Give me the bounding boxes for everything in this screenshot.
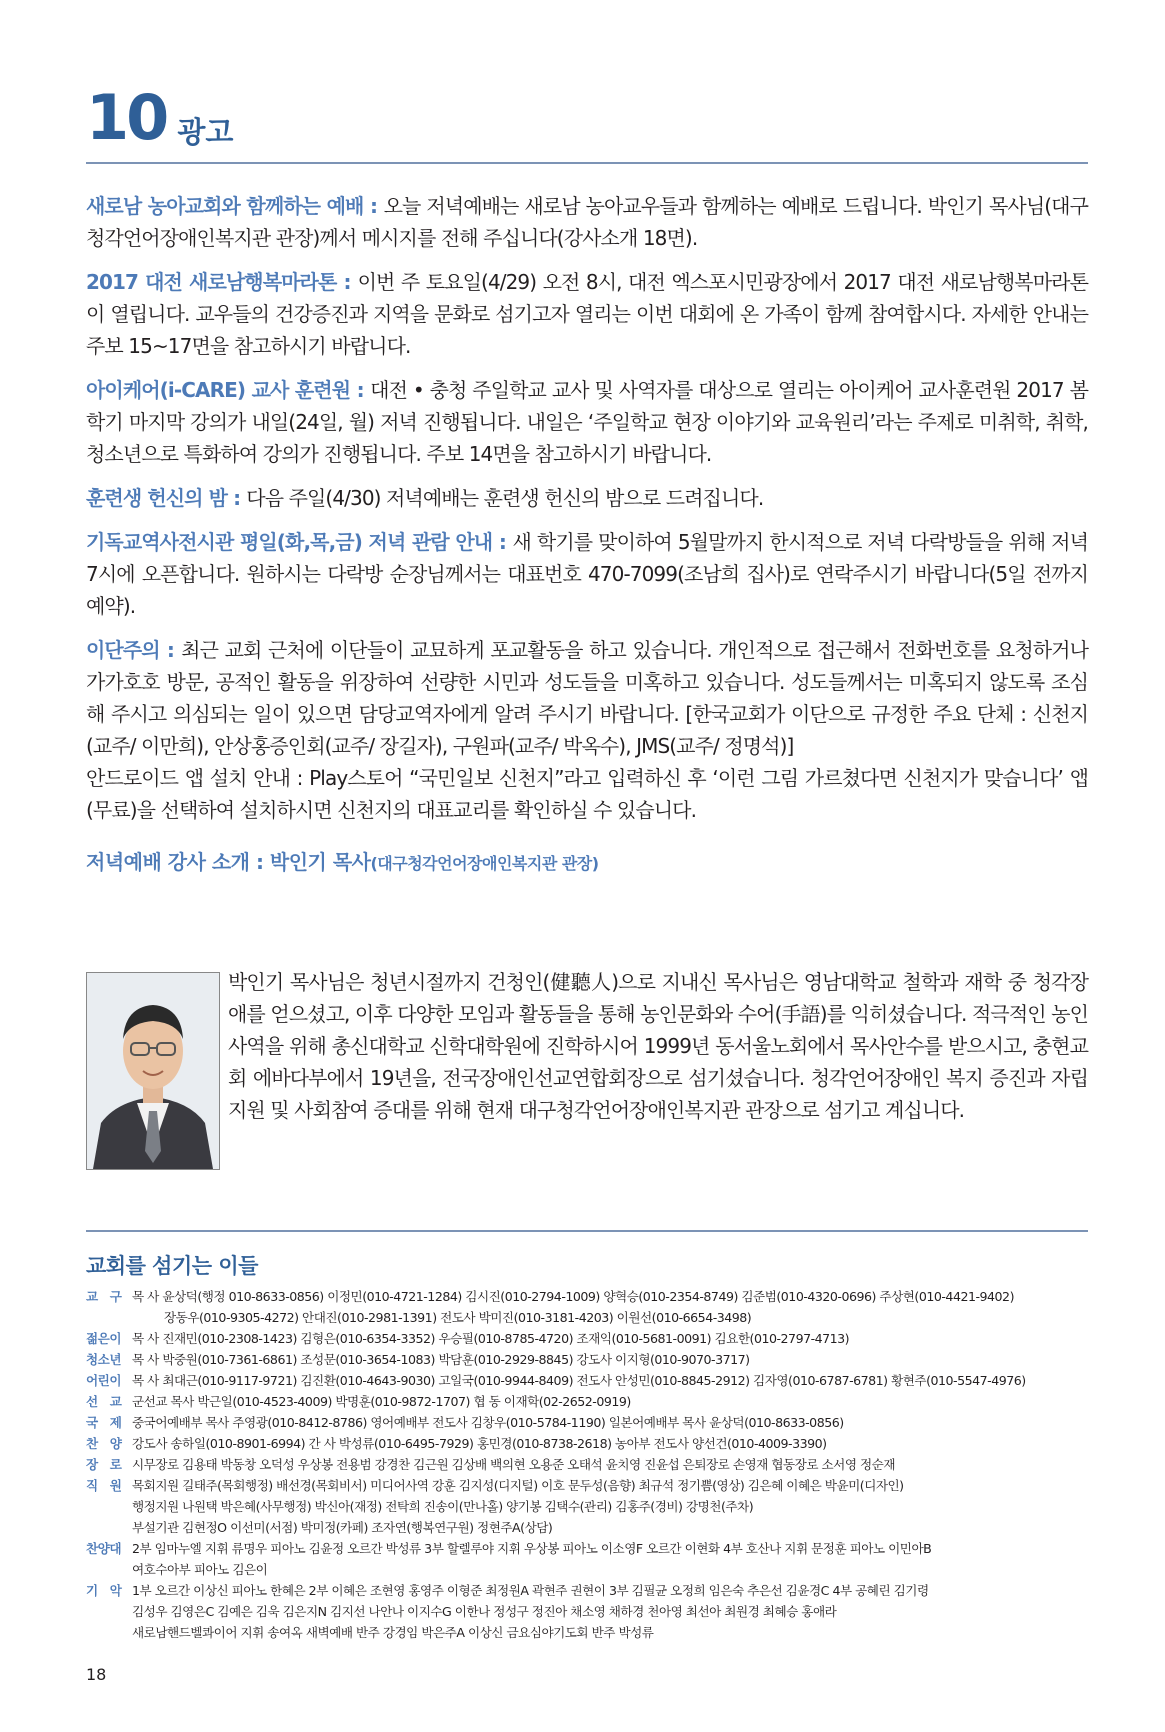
staff-row [86,1601,1096,1622]
staff-members: 2부 임마누엘 지휘 류명우 피아노 김윤정 오르간 박성류 3부 할렐루야 지휘 우상봉 피아노 이소영F 오르간 이현화 4부 호산나 지휘 문정훈 피아노 이민아B [132,1541,932,1556]
staff-members: 1부 오르간 이상신 피아노 한혜은 2부 이혜은 조현영 홍영주 이형준 최정원A 곽현주 권현이 3부 김필균 오정희 임은숙 추은선 김윤경C 4부 공혜린 김기령 [132,1583,929,1598]
staff-dept: 찬양대 [86,1541,121,1556]
staff-members: 강도사 송하일(010-8901-6994) 간 사 박성류(010-6495-7929) 홍민경(010-8738-2618) 농아부 전도사 양선건(010-4009-3390) [132,1436,827,1451]
staff-row [86,1475,1096,1496]
staff-members: 군선교 목사 박근일(010-4523-4009) 박명훈(010-9872-1707) 협 동 이재학(02-2652-0919) [132,1394,631,1409]
staff-row [86,1517,1096,1538]
staff-directory [86,1286,1096,1643]
staff-dept: 어린이 [86,1373,121,1388]
notice-title: 아이케어(i-CARE) 교사 훈련원 : [86,378,371,402]
staff-row [86,1328,1096,1349]
staff-row [86,1307,1096,1328]
notice-body: 이번 주 토요일(4/29) 오전 8시, 대전 엑스포시민광장에서 2017 대전 새로남행복마라톤이 열립니다. 교우들의 건강증진과 지역을 문화로 섬기고자 열리는 이번 대회에 온 가족이 함께 참여합시다. 자세한 안내는 주보 15~17면을 참고하시기 바랍니다. [86,270,1088,358]
staff-row [86,1433,1096,1454]
staff-dept: 직 원 [86,1478,122,1493]
staff-members: 시무장로 김용태 박동창 오덕성 우상봉 전용범 강경찬 김근원 김상배 백의현 오용준 오태석 윤치영 진윤섭 은퇴장로 손영재 협동장로 소서영 정순재 [132,1457,895,1472]
staff-dept: 국 제 [86,1415,122,1430]
staff-members: 여호수아부 피아노 김은이 [132,1562,268,1577]
notice-body: 새 학기를 맞이하여 5월말까지 한시적으로 저녁 다락방들을 위해 저녁 7시에 오픈합니다. 원하시는 다락방 순장님께서는 대표번호 470-7099(조남희 집사)로 연락주시기 바랍니다(5일 전까지 예약). [86,530,1088,618]
staff-dept: 찬 양 [86,1436,122,1451]
staff-row [86,1286,1096,1307]
staff-row [86,1622,1096,1643]
notice-item [86,190,1088,254]
staff-members: 목 사 윤상덕(행정 010-8633-0856) 이정민(010-4721-1284) 김시진(010-2794-1009) 양혁승(010-2354-8749) 김준범(010-4320-0696) 주상현(010-4421-9402) [132,1289,1014,1304]
notice-title: 2017 대전 새로남행복마라톤 : [86,270,358,294]
speaker-bio: 박인기 목사님은 청년시절까지 건청인(健聽人)으로 지내신 목사님은 영남대학교 철학과 재학 중 청각장애를 얻으셨고, 이후 다양한 모임과 활동들을 통해 농인문화와 수어(手語)를 익히셨습니다. 적극적인 농인사역을 위해 총신대학교 신학대학원에 진학하시어 1999년 동서울노회에서 목사안수를 받으시고, 충현교회 에바다부에서 19년을, 전국장애인선교연합회장으로 섬기셨습니다. 청각언어장애인 복지 증진과 자립지원 및 사회참여 증대를 위해 현재 대구청각언어장애인복지관 관장으로 섬기고 계십니다. [228,970,1088,1122]
notice-title: 기독교역사전시관 평일(화,목,금) 저녁 관람 안내 : [86,530,513,554]
staff-row [86,1580,1096,1601]
notice-title: 새로남 농아교회와 함께하는 예배 : [86,194,384,218]
notice-title: 훈련생 헌신의 밤 : [86,486,247,510]
notice-title: 이단주의 : [86,638,182,662]
staff-members: 목 사 진재민(010-2308-1423) 김형은(010-6354-3352) 우승필(010-8785-4720) 조재익(010-5681-0091) 김요한(010-2797-4713) [132,1331,850,1346]
staff-members: 부설기관 김현정O 이선미(서점) 박미정(카페) 조자연(행복연구원) 정현주A(상담) [132,1520,553,1535]
staff-dept: 청소년 [86,1352,121,1367]
staff-row [86,1349,1096,1370]
speaker-heading-sub: (대구청각언어장애인복지관 관장) [370,854,599,873]
staff-row [86,1391,1096,1412]
staff-row [86,1370,1096,1391]
staff-row [86,1496,1096,1517]
section-number: 10 [86,81,167,154]
notice-item [86,634,1088,826]
staff-members: 중국어예배부 목사 주영광(010-8412-8786) 영어예배부 전도사 김창우(010-5784-1190) 일본어예배부 목사 윤상덕(010-8633-0856) [132,1415,844,1430]
staff-dept [86,1517,132,1538]
staff-row [86,1538,1096,1559]
staff-members: 장동우(010-9305-4272) 안대진(010-2981-1391) 전도사 박미진(010-3181-4203) 이원선(010-6654-3498) [164,1310,752,1325]
staff-row [86,1412,1096,1433]
section-title: 광고 [177,115,234,149]
notice-body: 최근 교회 근처에 이단들이 교묘하게 포교활동을 하고 있습니다. 개인적으로 접근해서 전화번호를 요청하거나 가가호호 방문, 공적인 활동을 위장하여 선량한 시민과 성도들을 미혹하고 있습니다. 성도들께서는 미혹되지 않도록 조심해 주시고 의심되는 일이 있으면 담당교역자에게 알려 주시기 바랍니다. [한국교회가 이단으로 규정한 주요 단체 : 신천지(교주/ 이만희), 안상홍증인회(교주/ 장길자), 구원파(교주/ 박옥수), JMS(교주/ 정명석)] [86,638,1089,758]
speaker-section [86,972,1088,1172]
notice-item [86,482,1088,514]
staff-row [86,1454,1096,1475]
staff-dept: 장 로 [86,1457,122,1472]
notice-body: 오늘 저녁예배는 새로남 농아교우들과 함께하는 예배로 드립니다. 박인기 목사님(대구청각언어장애인복지관 관장)께서 메시지를 전해 주십니다(강사소개 18면). [86,194,1088,250]
speaker-heading-title: 저녁예배 강사 소개 : 박인기 목사 [86,850,371,874]
header-divider [86,162,1088,164]
notice-extra: 안드로이드 앱 설치 안내 : Play스토어 “국민일보 신천지”라고 입력하신 후 ‘이런 그림 가르쳤다면 신천지가 맞습니다’ 앱(무료)을 선택하여 설치하시면 신천지의 대표교리를 확인하실 수 있습니다. [86,766,1088,822]
staff-members: 목회지원 길태주(목회행정) 배선경(목회비서) 미디어사역 강훈 김지성(디지털) 이호 문두성(음향) 최규석 정기쁨(영상) 김은혜 이혜은 박윤미(디자인) [132,1478,904,1493]
staff-dept: 젊은이 [86,1331,121,1346]
speaker-photo [86,972,220,1170]
speaker-heading [86,846,1088,880]
staff-dept [86,1307,132,1328]
staff-members: 김성우 김영은C 김예은 김욱 김은지N 김지선 나안나 이지수G 이한나 정성구 정진아 채소영 채하경 천아영 최선아 최원경 최혜승 홍애라 [132,1604,837,1619]
staff-dept [86,1496,132,1517]
staff-dept: 기 악 [86,1583,122,1598]
notice-list [86,190,1088,880]
notice-item [86,266,1088,362]
staff-row [86,1559,1096,1580]
staff-members: 행정지원 나원택 박은혜(사무행정) 박신아(재정) 전탁희 진송이(만나홀) 양기봉 김택수(관리) 김홍주(경비) 강명천(주차) [132,1499,754,1514]
staff-members: 목 사 박중원(010-7361-6861) 조성문(010-3654-1083) 박담훈(010-2929-8845) 강도사 이지형(010-9070-3717) [132,1352,750,1367]
staff-dept: 선 교 [86,1394,122,1409]
staff-heading: 교회를 섬기는 이들 [86,1254,258,1278]
notice-body: 대전 • 충청 주일학교 교사 및 사역자를 대상으로 열리는 아이케어 교사훈련원 2017 봄학기 마지막 강의가 내일(24일, 월) 저녁 진행됩니다. 내일은 ‘주일학교 현장 이야기와 교육원리’라는 주제로 미취학, 취학, 청소년으로 특화하여 강의가 진행됩니다. 주보 14면을 참고하시기 바랍니다. [86,378,1088,466]
notice-body: 다음 주일(4/30) 저녁예배는 훈련생 헌신의 밤으로 드려집니다. [246,486,764,510]
staff-dept [86,1559,132,1580]
staff-dept: 교 구 [86,1289,122,1304]
page-header [86,78,233,158]
staff-dept [86,1601,132,1622]
staff-dept [86,1622,132,1643]
notice-item [86,526,1088,622]
portrait-image [87,973,219,1169]
staff-members: 목 사 최대근(010-9117-9721) 김진환(010-4643-9030) 고일국(010-9944-8409) 전도사 안성민(010-8845-2912) 김자영(010-6787-6781) 황현주(010-5547-4976) [132,1373,1026,1388]
page-number: 18 [86,1665,107,1684]
staff-members: 새로남핸드벨콰이어 지휘 송여옥 새벽예배 반주 강경임 박은주A 이상신 금요심야기도회 반주 박성류 [132,1625,654,1640]
notice-item [86,374,1088,470]
staff-divider [86,1230,1088,1232]
